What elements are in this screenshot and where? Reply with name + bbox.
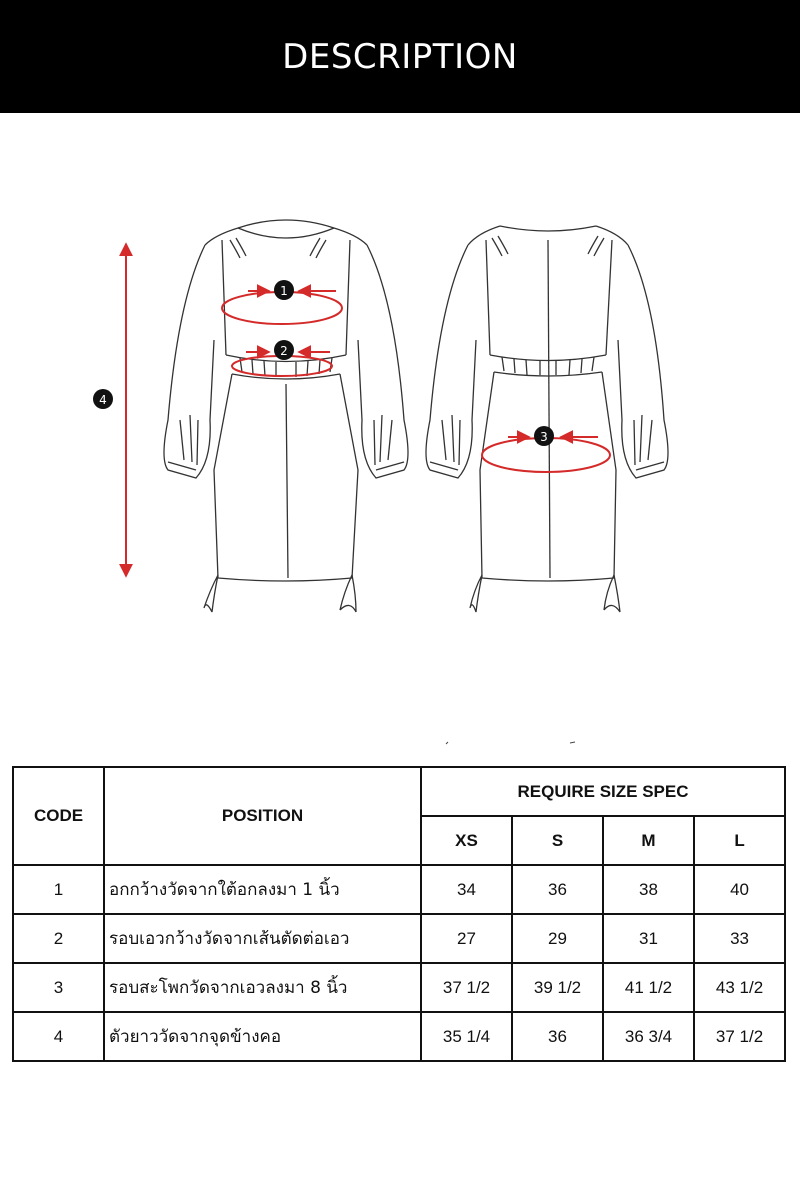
row-code: 2 [13,914,104,963]
size-header: S [512,816,603,865]
size-spec-table [12,766,786,1062]
row-value: 43 1/2 [694,963,785,1012]
dress-diagram [0,200,800,630]
marker-1 [274,280,294,300]
code-header: CODE [13,767,104,865]
row-value: 34 [421,865,512,914]
row-code: 1 [13,865,104,914]
marker-4 [93,389,113,409]
table-row [13,963,785,1012]
row-value: 36 3/4 [603,1012,694,1061]
size-header: XS [421,816,512,865]
row-value: 36 [512,865,603,914]
row-value: 33 [694,914,785,963]
row-value: 29 [512,914,603,963]
row-value: 41 1/2 [603,963,694,1012]
svg-text:1: 1 [280,284,288,298]
row-value: 37 1/2 [694,1012,785,1061]
row-position: รอบเอวกว้างวัดจากเส้นตัดต่อเอว [104,914,421,963]
row-value: 35 1/4 [421,1012,512,1061]
marker-3 [534,426,554,446]
svg-text:4: 4 [99,393,107,407]
page-title: DESCRIPTION [282,36,518,77]
stray-marks [440,740,590,746]
row-value: 36 [512,1012,603,1061]
marker-2 [274,340,294,360]
table-row [13,865,785,914]
row-value: 31 [603,914,694,963]
row-position: รอบสะโพกวัดจากเอวลงมา 8 นิ้ว [104,963,421,1012]
row-value: 39 1/2 [512,963,603,1012]
front-dress [164,220,408,612]
header-bar [0,0,800,113]
table-row [13,1012,785,1061]
row-value: 40 [694,865,785,914]
row-value: 38 [603,865,694,914]
size-header: L [694,816,785,865]
position-header: POSITION [104,767,421,865]
size-header: M [603,816,694,865]
row-position: อกกว้างวัดจากใต้อกลงมา 1 นิ้ว [104,865,421,914]
row-position: ตัวยาววัดจากจุดข้างคอ [104,1012,421,1061]
row-value: 37 1/2 [421,963,512,1012]
row-value: 27 [421,914,512,963]
spec-header: REQUIRE SIZE SPEC [421,767,785,816]
back-dress [426,226,668,612]
table-header-row [13,767,785,816]
table-row [13,914,785,963]
row-code: 3 [13,963,104,1012]
svg-text:2: 2 [280,344,288,358]
svg-text:3: 3 [540,430,548,444]
row-code: 4 [13,1012,104,1061]
